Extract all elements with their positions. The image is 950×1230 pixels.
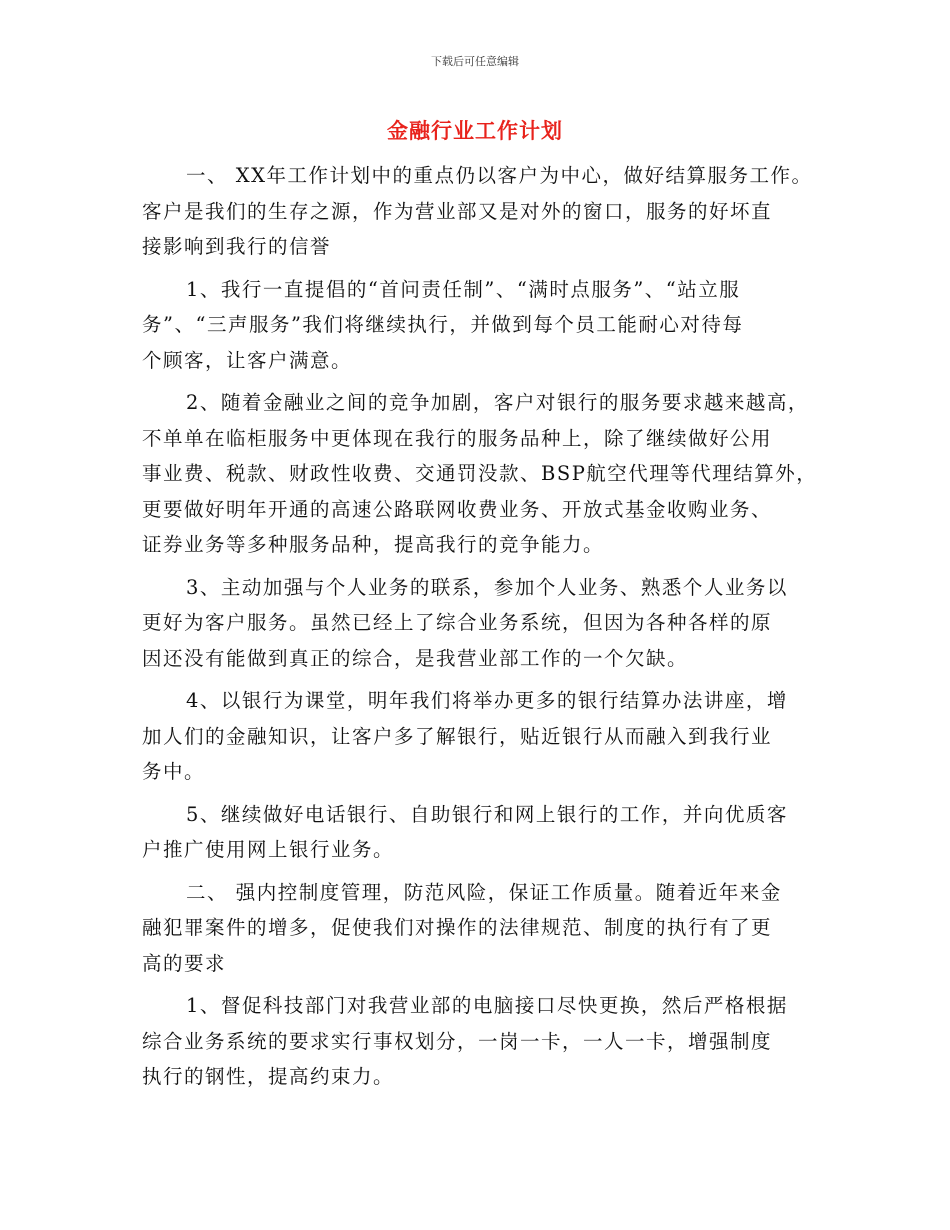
paragraph-line: 个顾客，让客户满意。 bbox=[142, 348, 353, 372]
paragraph-line: 加人们的金融知识，让客户多了解银行，贴近银行从而融入到我行业 bbox=[142, 724, 773, 748]
paragraph-line: 户推广使用网上银行业务。 bbox=[142, 838, 395, 861]
document-title: 金融行业工作计划 bbox=[387, 118, 563, 143]
paragraph-item-1-5 bbox=[142, 797, 842, 868]
paragraph-line: 事业费、税款、财政性收费、交通罚没款、BSP航空代理等代理结算外， bbox=[142, 462, 818, 485]
paragraph-line: 不单单在临柜服务中更体现在我行的服务品种上，除了继续做好公用 bbox=[142, 426, 773, 450]
paragraph-line: 4、以银行为课堂，明年我们将举办更多的银行结算办法讲座，增 bbox=[186, 689, 788, 712]
paragraph-item-1-1 bbox=[142, 272, 842, 379]
paragraph-line: 二、 强内控制度管理，防范风险，保证工作质量。随着近年来金 bbox=[186, 880, 782, 904]
paragraph-line: 证券业务等多种服务品种，提高我行的竞争能力。 bbox=[142, 533, 605, 556]
paragraph-line: 务中。 bbox=[142, 760, 206, 783]
paragraph-line: 接影响到我行的信誉 bbox=[142, 235, 332, 258]
paragraph-line: 更要做好明年开通的高速公路联网收费业务、开放式基金收购业务、 bbox=[142, 497, 773, 521]
paragraph-line: 更好为客户服务。虽然已经上了综合业务系统，但因为各种各样的原 bbox=[142, 611, 773, 634]
paragraph-line: 1、督促科技部门对我营业部的电脑接口尽快更换，然后严格根据 bbox=[186, 994, 788, 1017]
paragraph-line: 5、继续做好电话银行、自助银行和网上银行的工作，并向优质客 bbox=[186, 802, 788, 826]
paragraph-line: 融犯罪案件的增多，促使我们对操作的法律规范、制度的执行有了更 bbox=[142, 916, 773, 939]
paragraph-line: 因还没有能做到真正的综合，是我营业部工作的一个欠缺。 bbox=[142, 646, 689, 670]
document-body bbox=[142, 158, 842, 1102]
paragraph-line: 客户是我们的生存之源，作为营业部又是对外的窗口，服务的好坏直 bbox=[142, 199, 773, 223]
paragraph-line: 一、 XX年工作计划中的重点仍以客户为中心，做好结算服务工作。 bbox=[186, 164, 813, 187]
paragraph-line: 2、随着金融业之间的竞争加剧，客户对银行的服务要求越来越高， bbox=[186, 391, 809, 414]
paragraph-item-2-1 bbox=[142, 988, 842, 1095]
paragraph-line: 高的要求 bbox=[142, 951, 227, 975]
header-note: 下载后可任意编辑 bbox=[431, 55, 519, 68]
paragraph-section-2 bbox=[142, 875, 842, 982]
paragraph-item-1-3 bbox=[142, 570, 842, 677]
paragraph-line: 综合业务系统的要求实行事权划分，一岗一卡，一人一卡，增强制度 bbox=[142, 1029, 773, 1053]
paragraph-line: 1、我行一直提倡的“首问责任制”、“满时点服务”、“站立服 bbox=[186, 277, 741, 301]
paragraph-item-1-4 bbox=[142, 683, 842, 790]
paragraph-line: 3、主动加强与个人业务的联系，参加个人业务、熟悉个人业务以 bbox=[186, 575, 788, 599]
paragraph-item-1-2 bbox=[142, 385, 842, 563]
paragraph-section-1 bbox=[142, 158, 842, 265]
paragraph-line: 执行的钢性，提高约束力。 bbox=[142, 1065, 395, 1088]
paragraph-line: 务”、“三声服务”我们将继续执行，并做到每个员工能耐心对待每 bbox=[142, 313, 744, 336]
